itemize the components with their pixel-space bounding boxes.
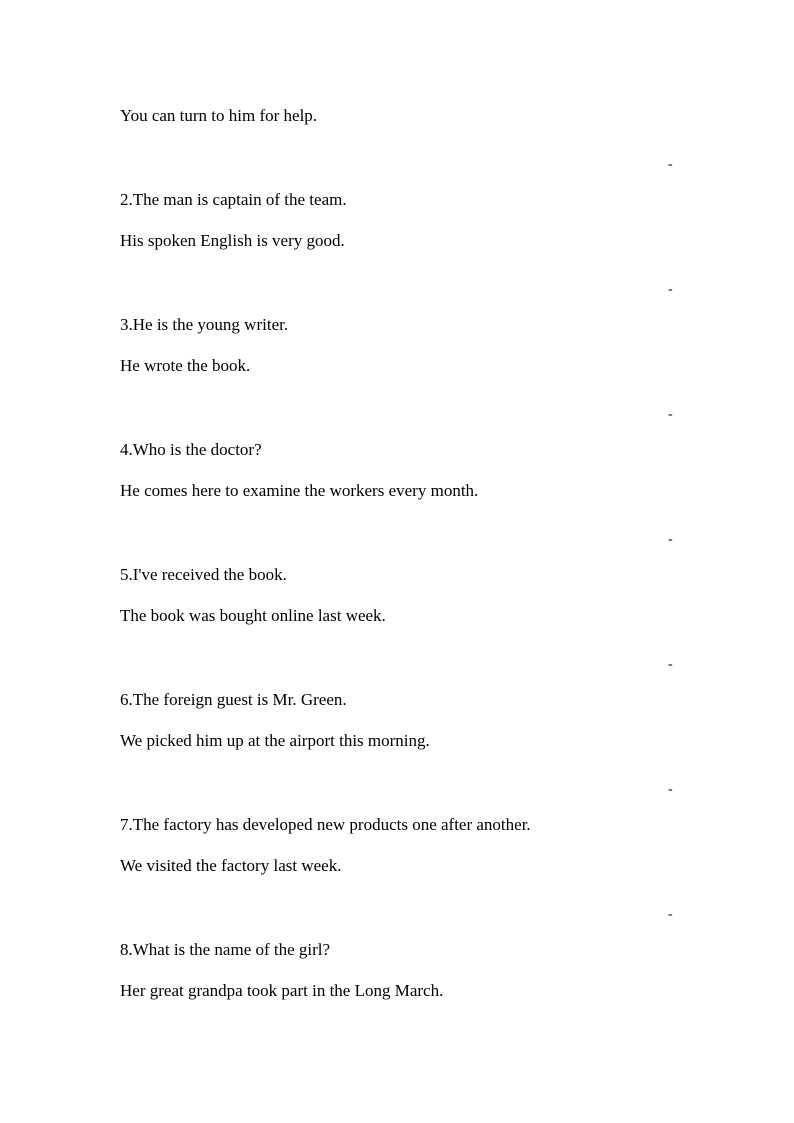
- answer-line-marker-5: -: [668, 657, 673, 672]
- sentence-2a: 2.The man is captain of the team.: [120, 190, 347, 209]
- answer-line-marker-3: -: [668, 407, 673, 422]
- answer-line-marker-4: -: [668, 532, 673, 547]
- sentence-3b: He wrote the book.: [120, 356, 251, 375]
- answer-line-marker-6: -: [668, 782, 673, 797]
- sentence-3a: 3.He is the young writer.: [120, 315, 289, 334]
- sentence-4b: He comes here to examine the workers every month.: [120, 481, 479, 500]
- sentence-8a: 8.What is the name of the girl?: [120, 940, 331, 959]
- sentence-6a: 6.The foreign guest is Mr. Green.: [120, 690, 347, 709]
- sentence-6b: We picked him up at the airport this morning.: [120, 731, 430, 750]
- sentence-7a: 7.The factory has developed new products one after another.: [120, 815, 531, 834]
- sentence-8b: Her great grandpa took part in the Long March.: [120, 981, 444, 1000]
- sentence-5b: The book was bought online last week.: [120, 606, 386, 625]
- answer-line-marker-7: -: [668, 907, 673, 922]
- sentence-1b: You can turn to him for help.: [120, 106, 318, 125]
- answer-line-marker-2: -: [668, 282, 673, 297]
- answer-line-marker-1: -: [668, 157, 673, 172]
- sentence-5a: 5.I've received the book.: [120, 565, 287, 584]
- sentence-7b: We visited the factory last week.: [120, 856, 342, 875]
- sentence-4a: 4.Who is the doctor?: [120, 440, 262, 459]
- sentence-2b: His spoken English is very good.: [120, 231, 345, 250]
